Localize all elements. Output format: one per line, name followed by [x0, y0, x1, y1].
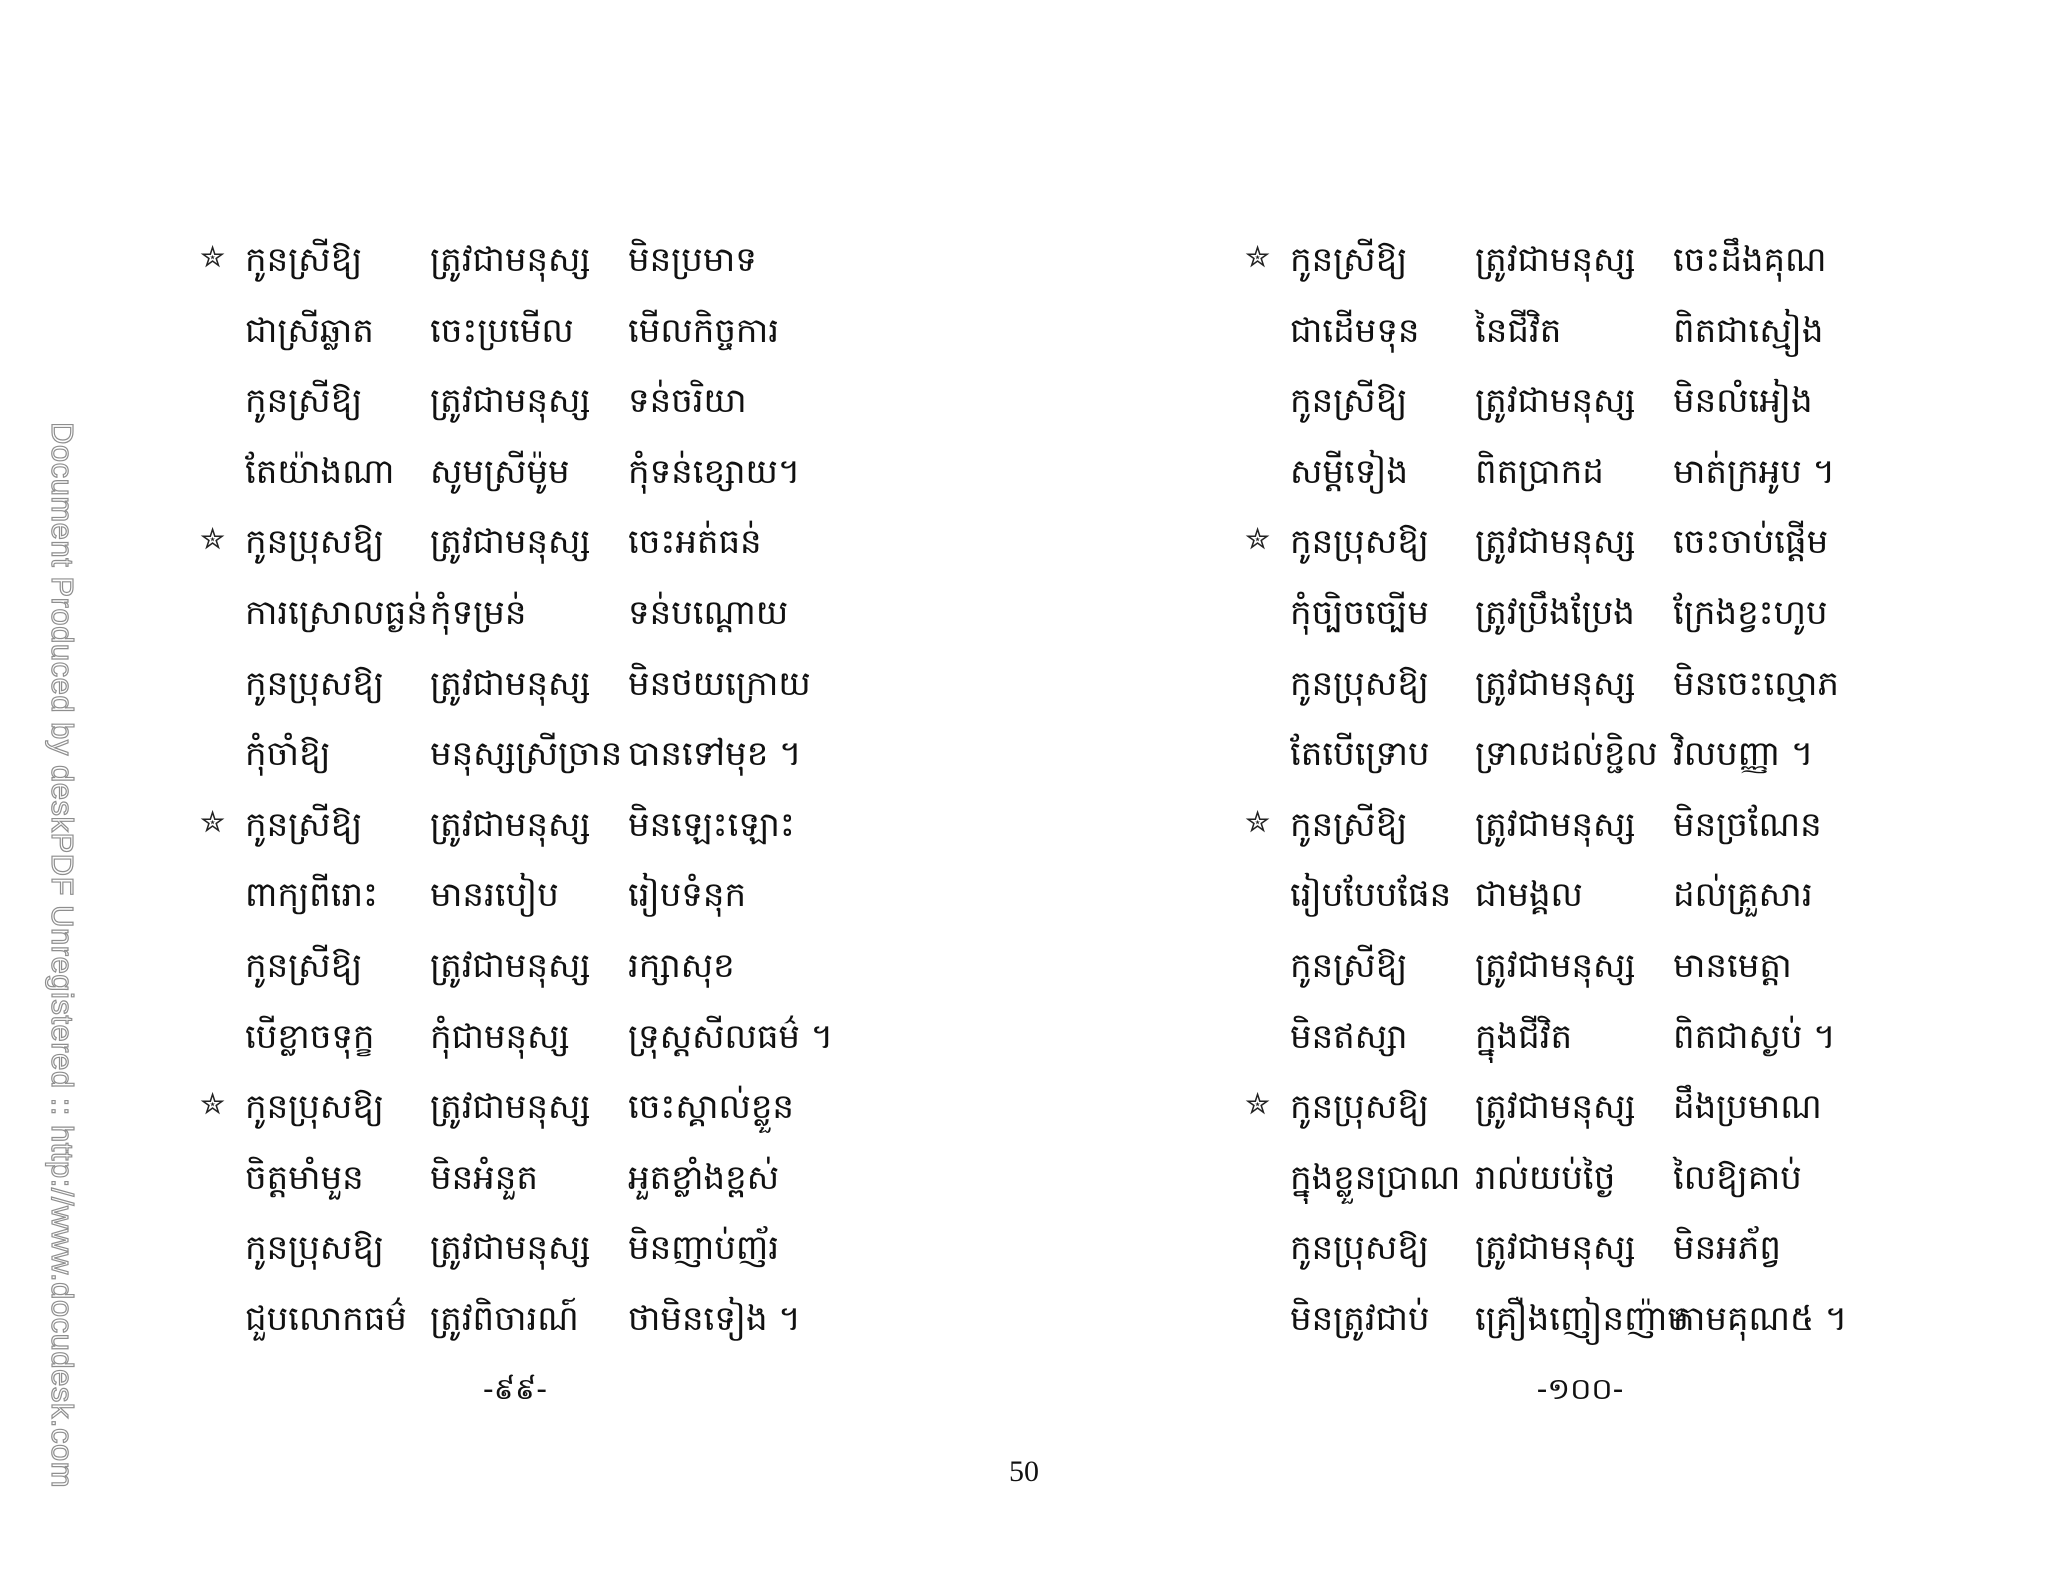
stanza — [200, 795, 920, 1077]
verse-phrase: កូនប្រុសឱ្យ — [245, 663, 384, 704]
verse-line — [200, 1218, 920, 1289]
stanza — [1245, 795, 1965, 1077]
verse-phrase: ការស្រោលធ្ងន់ — [245, 592, 428, 633]
sheet-page-number: 50 — [1009, 1455, 1039, 1488]
verse-line — [200, 512, 920, 583]
verse-phrase: កូនប្រុសឱ្យ — [1290, 522, 1429, 563]
verse-line — [200, 1007, 920, 1078]
verse-phrase: មិនអភ័ព្វ — [1673, 1228, 1781, 1269]
verse-line — [1245, 1148, 1965, 1219]
right-page-number: -១០០- — [1536, 1372, 1624, 1407]
verse-phrase: មិនអំនួត — [430, 1157, 538, 1198]
verse-phrase: ត្រូវជាមនុស្ស — [1475, 240, 1636, 280]
verse-phrase: កូនប្រុសឱ្យ — [1290, 1228, 1429, 1269]
verse-phrase: តែបើទ្រោប — [1290, 734, 1430, 775]
stanza — [200, 230, 920, 512]
verse-line — [1245, 301, 1965, 372]
left-page-number: -៩៩- — [482, 1372, 548, 1407]
verse-line — [1245, 230, 1965, 301]
verse-line — [200, 230, 920, 301]
verse-phrase: ត្រូវជាមនុស្ស — [1475, 945, 1636, 986]
verse-phrase: ត្រូវជាមនុស្ស — [430, 945, 591, 986]
watermark-text: Document Produced by deskPDF Unregistered :: http://www.docudesk.com — [45, 421, 80, 1489]
verse-line — [200, 1148, 920, 1219]
verse-line — [1245, 1289, 1965, 1360]
verse-line — [200, 865, 920, 936]
verse-phrase: ក្នុងជីវិត — [1475, 1016, 1573, 1057]
verse-phrase: ត្រូវជាមនុស្ស — [430, 240, 591, 280]
star-icon: ✮ — [200, 804, 226, 840]
verse-line — [200, 1289, 920, 1360]
verse-phrase: មើលកិច្ចការ — [628, 310, 780, 351]
verse-phrase: ជាស្រីឆ្លាត — [245, 310, 374, 351]
verse-phrase: ជួបលោកធម៌ — [245, 1298, 407, 1339]
verse-phrase: កូនប្រុសឱ្យ — [245, 522, 384, 563]
verse-phrase: ត្រូវប្រឹងប្រែង — [1475, 592, 1635, 633]
stanza — [1245, 512, 1965, 794]
star-icon: ✮ — [1245, 522, 1271, 558]
verse-line — [200, 724, 920, 795]
verse-phrase: ក្នុងខ្លួនប្រាណ — [1290, 1157, 1461, 1198]
verse-phrase: ត្រូវពិចារណ៍ — [430, 1298, 579, 1339]
verse-line — [1245, 512, 1965, 583]
stanza — [1245, 1077, 1965, 1359]
verse-phrase: កូនស្រីឱ្យ — [245, 804, 363, 845]
verse-line — [200, 301, 920, 372]
verse-phrase: នៃជីវិត — [1475, 310, 1562, 351]
verse-phrase: មានរបៀប — [430, 875, 559, 916]
verse-phrase: រៀបបែបផែន — [1290, 875, 1452, 916]
verse-phrase: កុំចាំឱ្យ — [245, 734, 331, 775]
verse-phrase: មិនលំអៀង — [1673, 381, 1813, 422]
verse-phrase: កូនប្រុសឱ្យ — [245, 1228, 384, 1269]
verse-phrase: ទ្រុស្តសីលធម៌ ។ — [628, 1016, 834, 1057]
verse-phrase: ចិត្តមាំមួន — [245, 1157, 364, 1198]
star-icon: ✮ — [1245, 1087, 1271, 1123]
verse-line — [200, 654, 920, 725]
verse-line — [200, 1077, 920, 1148]
verse-phrase: កូនប្រុសឱ្យ — [1290, 663, 1429, 704]
verse-phrase: រៀបទំនុក — [628, 875, 747, 916]
left-page — [200, 230, 920, 1430]
verse-line — [1245, 1218, 1965, 1289]
verse-phrase: ជាដើមទុន — [1290, 310, 1420, 351]
verse-phrase: ត្រូវជាមនុស្ស — [1475, 1087, 1636, 1128]
verse-phrase: មិនចេះល្មោភ — [1673, 663, 1840, 704]
verse-phrase: បានទៅមុខ ។ — [628, 734, 802, 775]
verse-line — [200, 442, 920, 513]
verse-phrase: មិនឥស្សា — [1290, 1016, 1408, 1057]
verse-phrase: មិនថយក្រោយ — [628, 663, 811, 704]
verse-line — [1245, 1077, 1965, 1148]
verse-phrase: កុំទន់ខ្សោយ។ — [628, 451, 801, 492]
verse-phrase: មិនប្រមាទ — [628, 240, 757, 280]
verse-phrase: កុំជាមនុស្ស — [430, 1016, 570, 1057]
verse-phrase: ជាមង្គល — [1475, 875, 1583, 916]
verse-line — [1245, 865, 1965, 936]
verse-phrase: ចេះអត់ធន់ — [628, 522, 762, 563]
verse-phrase: កូនស្រីឱ្យ — [1290, 240, 1408, 280]
verse-phrase: កូនស្រីឱ្យ — [245, 945, 363, 986]
verse-phrase: ក្រែងខ្វះហូប — [1673, 592, 1828, 633]
verse-line — [1245, 654, 1965, 725]
star-icon: ✮ — [1245, 804, 1271, 840]
verse-phrase: អួតខ្លាំងខ្ពស់ — [628, 1157, 780, 1198]
verse-phrase: ដឹងប្រមាណ — [1673, 1087, 1822, 1128]
verse-phrase: ទន់ចរិយា — [628, 381, 747, 422]
verse-phrase: តែយ៉ាងណា — [245, 451, 395, 492]
verse-phrase: មនុស្សស្រីច្រាន — [430, 734, 623, 775]
verse-line — [200, 795, 920, 866]
verse-phrase: មិនញាប់ញ័រ — [628, 1228, 780, 1269]
verse-phrase: ពិតជាស្មៀង — [1673, 310, 1824, 351]
right-page — [1245, 230, 1965, 1430]
verse-phrase: មិនច្រណែន — [1673, 804, 1822, 845]
verse-phrase: កូនស្រីឱ្យ — [245, 240, 363, 280]
verse-line — [1245, 583, 1965, 654]
verse-phrase: ដល់គ្រួសារ — [1673, 875, 1813, 916]
verse-phrase: ចេះស្គាល់ខ្លួន — [628, 1087, 795, 1128]
verse-phrase: ចេះប្រមើល — [430, 310, 574, 351]
verse-line — [1245, 724, 1965, 795]
verse-phrase: សម្ដីទៀង — [1290, 451, 1409, 492]
verse-phrase: មិនត្រូវជាប់ — [1290, 1298, 1430, 1339]
verse-phrase: កូនស្រីឱ្យ — [245, 381, 363, 422]
verse-phrase: ត្រូវជាមនុស្ស — [1475, 804, 1636, 845]
verse-phrase: ត្រូវជាមនុស្ស — [430, 663, 591, 704]
verse-line — [1245, 1007, 1965, 1078]
verse-phrase: កូនស្រីឱ្យ — [1290, 381, 1408, 422]
verse-phrase: ទ្រាលដល់ខ្ជិល — [1475, 734, 1658, 775]
verse-phrase: មិនឡេះឡោះ — [628, 804, 795, 845]
star-icon: ✮ — [200, 522, 226, 558]
verse-phrase: កូនប្រុសឱ្យ — [245, 1087, 384, 1128]
star-icon: ✮ — [200, 1087, 226, 1123]
verse-phrase: ពិតជាស្ងប់ ។ — [1673, 1016, 1836, 1057]
verse-phrase: ទន់បណ្ដោយ — [628, 592, 789, 633]
stanza — [200, 512, 920, 794]
verse-phrase: ត្រូវជាមនុស្ស — [1475, 381, 1636, 422]
verse-line — [1245, 795, 1965, 866]
verse-phrase: ពាក្យពីរោះ — [245, 875, 378, 916]
verse-phrase: ថាមិនទៀង ។ — [628, 1298, 801, 1339]
verse-phrase: មាត់ក្រអូប ។ — [1673, 451, 1836, 492]
verse-phrase: ត្រូវជាមនុស្ស — [1475, 663, 1636, 704]
verse-phrase: កាមគុណ៥ ។ — [1673, 1298, 1848, 1339]
verse-line — [200, 936, 920, 1007]
verse-phrase: ពិតប្រាកដ — [1475, 451, 1604, 492]
verse-phrase: គ្រឿងញៀនញ៉ាម — [1475, 1298, 1689, 1339]
verse-line — [200, 583, 920, 654]
verse-phrase: ត្រូវជាមនុស្ស — [430, 522, 591, 563]
verse-phrase: លៃឱ្យគាប់ — [1673, 1157, 1802, 1198]
verse-phrase: ត្រូវជាមនុស្ស — [430, 1087, 591, 1128]
verse-phrase: ត្រូវជាមនុស្ស — [430, 804, 591, 845]
verse-phrase: កុំទម្រន់ — [430, 592, 527, 633]
star-icon: ✮ — [200, 240, 226, 275]
verse-phrase: កូនស្រីឱ្យ — [1290, 945, 1408, 986]
verse-phrase: សូមស្រីម៉ូម — [430, 451, 570, 492]
verse-line — [1245, 936, 1965, 1007]
verse-line — [1245, 442, 1965, 513]
stanza — [200, 1077, 920, 1359]
verse-phrase: វិលបញ្ញា ។ — [1673, 734, 1814, 775]
verse-phrase: ចេះដឹងគុណ — [1673, 240, 1827, 280]
stanza — [1245, 230, 1965, 512]
verse-phrase: កូនស្រីឱ្យ — [1290, 804, 1408, 845]
verse-phrase: រាល់យប់ថ្ងៃ — [1475, 1157, 1616, 1198]
verse-phrase: ចេះចាប់ផ្ដើម — [1673, 522, 1829, 563]
verse-phrase: ត្រូវជាមនុស្ស — [430, 381, 591, 422]
verse-phrase: ត្រូវជាមនុស្ស — [430, 1228, 591, 1269]
verse-line — [200, 371, 920, 442]
verse-phrase: រក្សាសុខ — [628, 945, 735, 986]
verse-phrase: ត្រូវជាមនុស្ស — [1475, 1228, 1636, 1269]
verse-phrase: បើខ្លាចទុក្ខ — [245, 1016, 375, 1057]
verse-line — [1245, 371, 1965, 442]
star-icon: ✮ — [1245, 240, 1271, 275]
verse-phrase: កុំច្បិចច្បើម — [1290, 592, 1429, 633]
verse-phrase: ត្រូវជាមនុស្ស — [1475, 522, 1636, 563]
verse-phrase: កូនប្រុសឱ្យ — [1290, 1087, 1429, 1128]
verse-phrase: មានមេត្តា — [1673, 945, 1792, 986]
